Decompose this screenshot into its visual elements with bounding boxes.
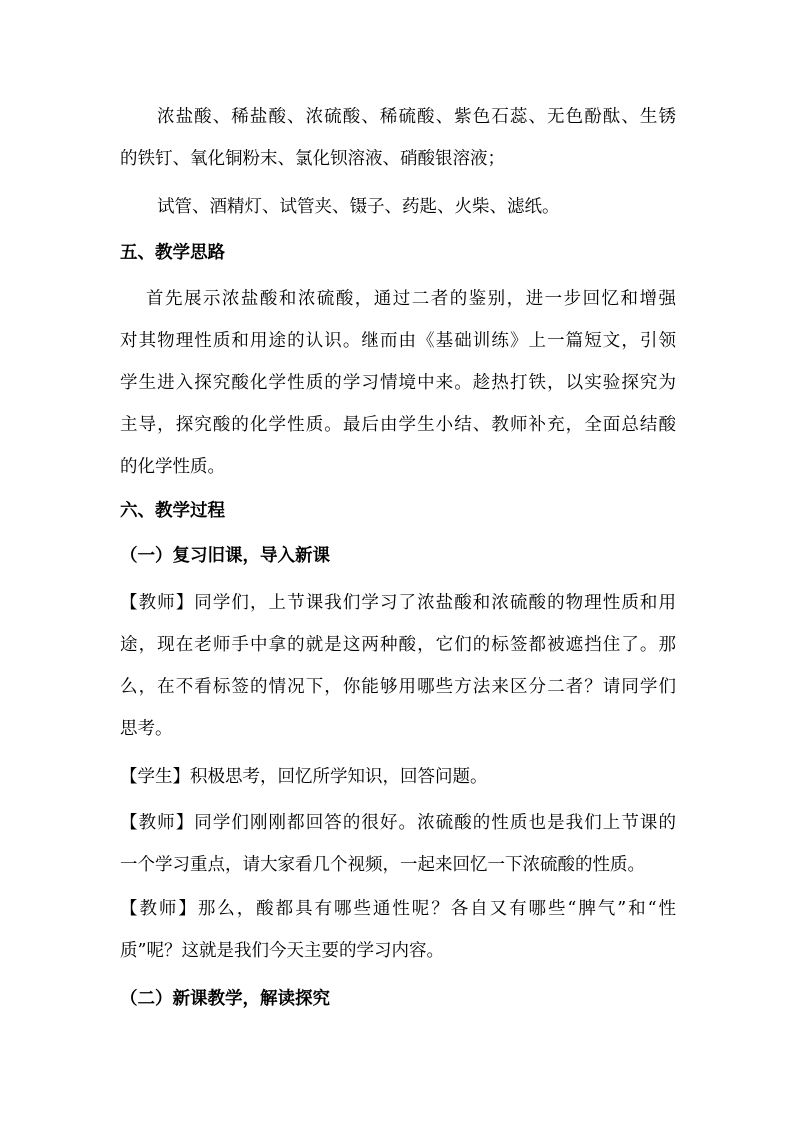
paragraph-line: 么，在不看标签的情况下，你能够用哪些方法来区分二者？请同学们 bbox=[120, 677, 676, 697]
paragraph-line: 【教师】那么，酸都具有哪些通性呢？各自又有哪些“脾气”和“性 bbox=[120, 899, 676, 919]
reagents-line-1: 浓盐酸、稀盐酸、浓硫酸、稀硫酸、紫色石蕊、无色酚酞、生锈 bbox=[157, 107, 676, 127]
section-5-heading: 五、教学思路 bbox=[120, 243, 225, 263]
materials-reagents bbox=[120, 96, 676, 180]
section-5-paragraph bbox=[120, 278, 676, 488]
paragraph-line: 首先展示浓盐酸和浓硫酸，通过二者的鉴别，进一步回忆和增强 bbox=[146, 289, 676, 309]
subsection-1-heading: （一）复习旧课，导入新课 bbox=[120, 546, 330, 566]
paragraph-line: 一个学习重点，请大家看几个视频，一起来回忆一下浓硫酸的性质。 bbox=[120, 855, 645, 875]
paragraph-line: 途，现在老师手中拿的就是这两种酸，它们的标签都被遮挡住了。那 bbox=[120, 635, 676, 655]
paragraph-line: 的化学性质。 bbox=[120, 457, 225, 477]
student-paragraph bbox=[120, 756, 676, 798]
paragraph-line: 学生进入探究酸化学性质的学习情境中来。趁热打铁，以实验探究为 bbox=[120, 373, 676, 393]
paragraph-line: 【学生】积极思考，回忆所学知识，回答问题。 bbox=[120, 767, 488, 787]
apparatus-line: 试管、酒精灯、试管夹、镊子、药匙、火柴、滤纸。 bbox=[157, 197, 560, 217]
teacher-paragraph-1 bbox=[120, 582, 676, 750]
section-6-heading: 六、教学过程 bbox=[120, 501, 225, 521]
paragraph-line: 对其物理性质和用途的认识。继而由《基础训练》上一篇短文，引领 bbox=[120, 331, 676, 351]
teacher-paragraph-2 bbox=[120, 802, 676, 886]
paragraph-line: 质”呢？这就是我们今天主要的学习内容。 bbox=[120, 941, 444, 961]
paragraph-line: 思考。 bbox=[120, 719, 173, 739]
teacher-paragraph-3 bbox=[120, 888, 676, 972]
materials-apparatus bbox=[120, 186, 676, 228]
subsection-2-heading: （二）新课教学，解读探究 bbox=[120, 989, 330, 1009]
paragraph-line: 主导，探究酸的化学性质。最后由学生小结、教师补充，全面总结酸 bbox=[120, 415, 676, 435]
reagents-line-2: 的铁钉、氧化铜粉末、氯化钡溶液、硝酸银溶液； bbox=[120, 149, 505, 169]
paragraph-line: 【教师】同学们刚刚都回答的很好。浓硫酸的性质也是我们上节课的 bbox=[120, 813, 676, 833]
paragraph-line: 【教师】同学们，上节课我们学习了浓盐酸和浓硫酸的物理性质和用 bbox=[120, 593, 676, 613]
